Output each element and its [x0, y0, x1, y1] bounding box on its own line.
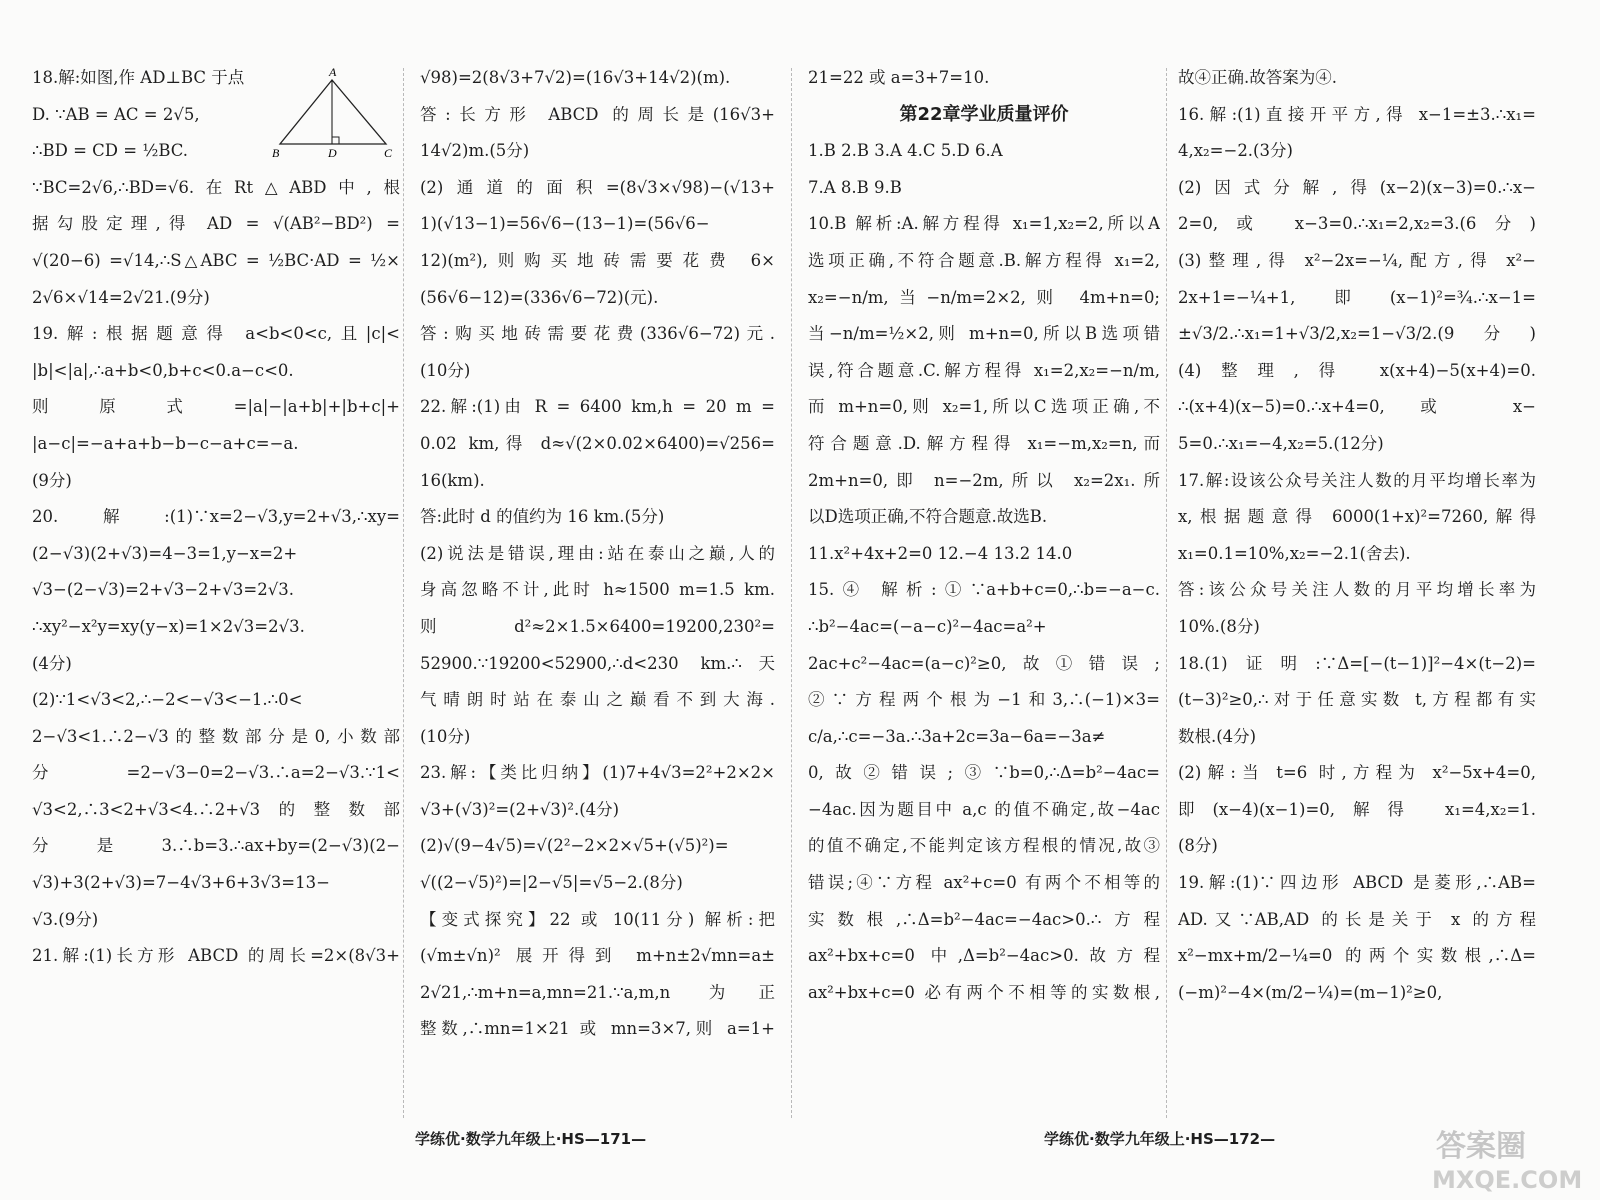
text-line: 则 d²≈2×1.5×6400=19200,230²=: [420, 616, 775, 636]
text-line: 则原式=|a|−|a+b|+|b+c|+: [32, 397, 400, 417]
text-line: √3+(√3)²=(2+√3)².(4分): [420, 799, 620, 819]
text-line: −4ac.因为题目中 a,c 的值不确定,故−4ac: [808, 799, 1160, 819]
figure-label-d: D: [328, 146, 337, 158]
text-line: 据勾股定理,得 AD = √(AB²−BD²) =: [32, 214, 400, 234]
text-line: √(20−6) =√14,∴S△ABC = ½BC·AD = ½×: [32, 250, 400, 270]
text-line: √((2−√5)²)=|2−√5|=√5−2.(8分): [420, 873, 683, 893]
text-line: 而 m+n=0,则 x₂=1,所以C选项正确,不: [808, 397, 1160, 417]
text-line: (2)√(9−4√5)=√(2²−2×2×√5+(√5)²)=: [420, 836, 729, 856]
column-divider: [403, 68, 404, 1118]
text-line: 【变式探究】22 或 10(11分) 解析:把: [420, 909, 775, 929]
text-line: (10分): [420, 726, 471, 746]
text-line: (2)说法是错误,理由:站在泰山之巅,人的: [420, 543, 775, 563]
text-line: (2)因式分解,得(x−2)(x−3)=0.∴x−: [1178, 177, 1536, 197]
text-line: ax²+bx+c=0 中,Δ=b²−4ac>0.故方程: [808, 946, 1160, 966]
text-line: 5=0.∴x₁=−4,x₂=5.(12分): [1178, 433, 1384, 453]
text-line: (√m±√n)² 展开得到 m+n±2√mn=a±: [420, 946, 775, 966]
column-4: [1178, 60, 1536, 1011]
text-line: 2m+n=0,即 n=−2m,所以 x₂=2x₁.所: [808, 470, 1160, 490]
text-line: (t−3)²≥0,∴对于任意实数 t,方程都有实: [1178, 690, 1536, 710]
text-line: (4分): [32, 653, 72, 673]
text-line: 10.B 解析:A.解方程得 x₁=1,x₂=2,所以A: [808, 214, 1160, 234]
page-footer-right: 学练优·数学九年级上·HS—172—: [1044, 1130, 1276, 1148]
text-line: AD.又∵AB,AD 的长是关于 x 的方程: [1178, 909, 1536, 929]
text-line: √3.(9分): [32, 909, 99, 929]
text-line: 18.(1)证明:∵Δ=[−(t−1)]²−4×(t−2)=: [1178, 653, 1536, 673]
text-line: 整数,∴mn=1×21 或 mn=3×7,则 a=1+: [420, 1019, 775, 1039]
text-line: 选项正确,不符合题意.B.解方程得 x₁=2,: [808, 250, 1160, 270]
page-footer-left: 学练优·数学九年级上·HS—171—: [415, 1130, 647, 1148]
text-line: (56√6−12)=(336√6−72)(元).: [420, 287, 659, 307]
text-line: x²−mx+m/2−¼=0 的两个实数根,∴Δ=: [1178, 946, 1536, 966]
text-line: 14√2)m.(5分): [420, 141, 530, 161]
text-line: ∴xy²−x²y=xy(y−x)=1×2√3=2√3.: [32, 616, 305, 636]
text-line: (2)通道的面积=(8√3×√98)−(√13+: [420, 177, 775, 197]
text-line: 2x+1=−¼+1,即(x−1)²=¾.∴x−1=: [1178, 287, 1536, 307]
text-line: (2)∵1<√3<2,∴−2<−√3<−1.∴0<: [32, 690, 303, 710]
text-line: 21.解:(1)长方形 ABCD 的周长=2×(8√3+: [32, 946, 400, 966]
text-line: 17.解:设该公众号关注人数的月平均增长率为: [1178, 470, 1536, 490]
text-line: 0,故②错误;③∵b=0,∴Δ=b²−4ac=: [808, 763, 1160, 783]
text-line: 符合题意.D.解方程得 x₁=−m,x₂=n,而: [808, 433, 1160, 453]
figure-label-b: B: [272, 146, 280, 158]
text-line: 故④正确.故答案为④.: [1178, 68, 1337, 87]
text-line: 19.解:根据题意得 a<b<0<c,且|c|<: [32, 324, 400, 344]
text-line: 22.解:(1)由 R = 6400 km,h = 20 m =: [420, 397, 775, 417]
text-line: (2)解:当 t=6 时,方程为 x²−5x+4=0,: [1178, 763, 1536, 783]
text-line: 2√6×√14=2√21.(9分): [32, 287, 210, 307]
text-line: |a−c|=−a+a+b−b−c−a+c=−a.: [32, 433, 299, 453]
watermark-logo: [1426, 1120, 1586, 1194]
text-line: x,根据题意得 6000(1+x)²=7260,解得: [1178, 507, 1536, 527]
text-line: ax²+bx+c=0 必有两个不相等的实数根,: [808, 982, 1160, 1002]
text-line: 分是3.∴b=3.∴ax+by=(2−√3)(2−: [32, 836, 400, 856]
text-line: 0.02 km,得 d≈√(2×0.02×6400)=√256=: [420, 433, 775, 453]
answer-line: 7.A 8.B 9.B: [808, 177, 902, 197]
text-line: (9分): [32, 470, 72, 490]
text-line: 20.解:(1)∵x=2−√3,y=2+√3,∴xy=: [32, 507, 400, 527]
text-line: √3−(2−√3)=2+√3−2+√3=2√3.: [32, 580, 294, 600]
answer-line: 1.B 2.B 3.A 4.C 5.D 6.A: [808, 141, 1003, 161]
text-line: (4)整理,得 x(x+4)−5(x+4)=0.: [1178, 360, 1536, 380]
text-line: ②∵方程两个根为−1和3,∴(−1)×3=: [808, 690, 1160, 710]
text-line: 2√21,∴m+n=a,mn=21.∵a,m,n 为正: [420, 982, 775, 1002]
text-line: 即(x−4)(x−1)=0,解得 x₁=4,x₂=1.: [1178, 799, 1536, 819]
text-line: 2ac+c²−4ac=(a−c)²≥0,故①错误;: [808, 653, 1160, 673]
text-line: 错误;④∵方程 ax²+c=0 有两个不相等的: [808, 873, 1160, 893]
text-line: 分=2−√3−0=2−√3.∴a=2−√3.∵1<: [32, 763, 400, 783]
text-line: x₂=−n/m,当−n/m=2×2,则 4m+n=0;: [808, 287, 1160, 307]
watermark-bottom-text: MXQE.COM: [1432, 1166, 1583, 1194]
answer-line: 11.x²+4x+2=0 12.−4 13.2 14.0: [808, 543, 1073, 563]
watermark-top-text: 答案圈: [1436, 1129, 1526, 1164]
figure-label-c: C: [384, 146, 393, 158]
text-line: 21=22 或 a=3+7=10.: [808, 68, 990, 87]
text-line: 10%.(8分): [1178, 616, 1260, 636]
text-line: √3<2,∴3<2+√3<4.∴2+√3的整数部: [32, 799, 400, 819]
text-line: 答:此时 d 的值约为 16 km.(5分): [420, 507, 665, 527]
text-line: 2−√3<1.∴2−√3的整数部分是0,小数部: [32, 726, 400, 746]
text-line: (10分): [420, 360, 471, 380]
text-line: ∵BC=2√6,∴BD=√6.在Rt△ABD中,根: [32, 177, 400, 197]
text-line: 实数根,∴Δ=b²−4ac=−4ac>0.∴方程: [808, 909, 1160, 929]
text-line: 身高忽略不计,此时 h≈1500 m=1.5 km.: [420, 580, 775, 600]
text-line: c/a,∴c=−3a.∴3a+2c=3a−6a=−3a≠: [808, 726, 1106, 746]
section-heading: 第22章学业质量评价: [899, 103, 1069, 125]
text-line: 4,x₂=−2.(3分): [1178, 141, 1293, 161]
text-line: 15.④ 解析:①∵a+b+c=0,∴b=−a−c.: [808, 580, 1160, 600]
text-line: 12)(m²),则购买地砖需要花费 6×: [420, 250, 775, 270]
text-line: 当−n/m=½×2,则 m+n=0,所以B选项错: [808, 324, 1160, 344]
text-line: √3)+3(2+√3)=7−4√3+6+3√3=13−: [32, 873, 330, 893]
text-line: x₁=0.1=10%,x₂=−2.1(舍去).: [1178, 543, 1411, 563]
text-line: 16(km).: [420, 470, 485, 490]
column-divider: [791, 68, 792, 1118]
text-line: ∴BD = CD = ½BC.: [32, 141, 189, 161]
column-divider: [1166, 68, 1167, 1118]
text-line: 18.解:如图,作 AD⊥BC 于点: [32, 68, 245, 87]
column-1: [32, 60, 400, 975]
text-line: (2−√3)(2+√3)=4−3=1,y−x=2+: [32, 543, 298, 563]
column-2: [420, 60, 775, 1048]
text-line: √98)=2(8√3+7√2)=(16√3+14√2)(m).: [420, 68, 731, 87]
text-line: (−m)²−4×(m/2−¼)=(m−1)²≥0,: [1178, 982, 1443, 1002]
text-line: 52900.∵19200<52900,∴d<230 km.∴天: [420, 653, 775, 673]
text-line: 答:购买地砖需要花费(336√6−72)元.: [420, 324, 775, 344]
text-line: ∴(x+4)(x−5)=0.∴x+4=0,或 x−: [1178, 397, 1536, 417]
text-line: ±√3/2.∴x₁=1+√3/2,x₂=1−√3/2.(9分): [1178, 324, 1536, 344]
text-line: 1)(√13−1)=56√6−(13−1)=(56√6−: [420, 214, 710, 234]
text-line: 数根.(4分): [1178, 726, 1257, 746]
column-3: [808, 60, 1160, 1011]
text-line: 气晴朗时站在泰山之巅看不到大海.: [420, 690, 775, 710]
text-line: 答:该公众号关注人数的月平均增长率为: [1178, 580, 1536, 600]
text-line: 2=0,或 x−3=0.∴x₁=2,x₂=3.(6分): [1178, 214, 1536, 234]
text-line: 19.解:(1)∵四边形 ABCD 是菱形,∴AB=: [1178, 873, 1536, 893]
text-line: 23.解:【类比归纳】(1)7+4√3=2²+2×2×: [420, 763, 775, 783]
text-line: |b|<|a|,∴a+b<0,b+c<0.a−c<0.: [32, 360, 294, 380]
text-line: 答:长方形 ABCD 的周长是(16√3+: [420, 104, 775, 124]
text-line: 以D选项正确,不符合题意.故选B.: [808, 507, 1048, 527]
text-line: (3)整理,得 x²−2x=−¼,配方,得 x²−: [1178, 250, 1536, 270]
figure-label-a: A: [329, 66, 337, 79]
text-line: (8分): [1178, 836, 1218, 856]
text-line: D. ∵AB = AC = 2√5,: [32, 104, 200, 124]
text-line: 16.解:(1)直接开平方,得 x−1=±3.∴x₁=: [1178, 104, 1536, 124]
text-line: ∴b²−4ac=(−a−c)²−4ac=a²+: [808, 616, 1047, 636]
text-line: 的值不确定,不能判定该方程根的情况,故③: [808, 836, 1160, 856]
text-line: 误,符合题意.C.解方程得 x₁=2,x₂=−n/m,: [808, 360, 1160, 380]
